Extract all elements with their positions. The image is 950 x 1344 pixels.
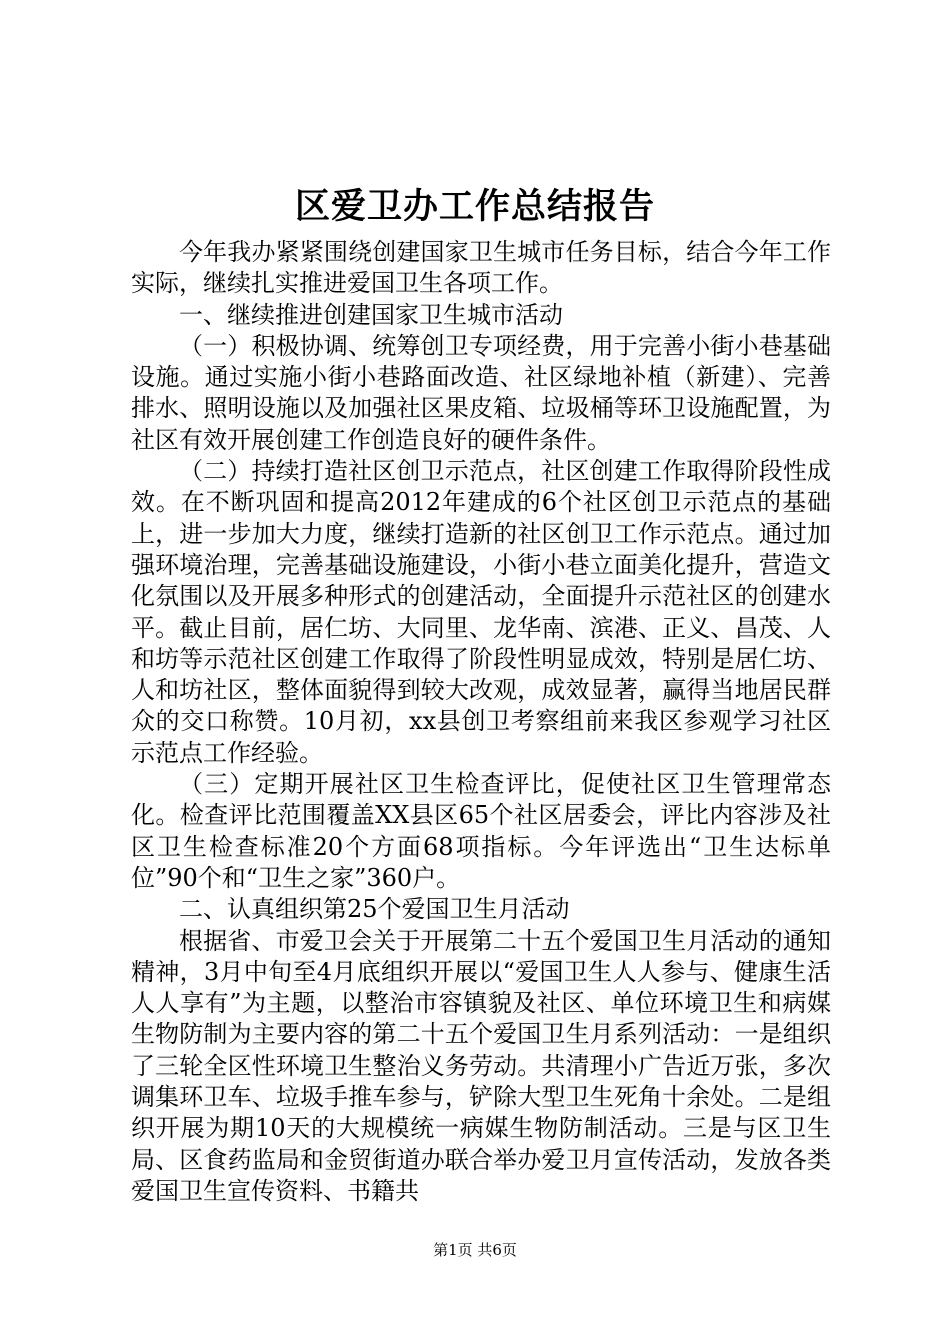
body-paragraph: （一）积极协调、统筹创卫专项经费，用于完善小街小巷基础设施。通过实施小街小巷路面改造、社区绿地补植（新建）、完善排水、照明设施以及加强社区果皮箱、垃圾桶等环卫设施配置，为社区有效开展创建工作创造良好的硬件条件。 bbox=[131, 331, 831, 454]
section-heading-1: 一、继续推进创建国家卫生城市活动 bbox=[179, 300, 563, 329]
body-paragraph: 根据省、市爱卫会关于开展第二十五个爱国卫生月活动的通知精神，3月中旬至4月底组织开展以“爱国卫生人人参与、健康生活人人享有”为主题，以整治市容镇貌及社区、单位环境卫生和病媒生物防制为主要内容的第二十五个爱国卫生月系列活动：一是组织了三轮全区性环境卫生整治义务劳动。共清理小广告近万张，多次调集环卫车、垃圾手推车参与，铲除大型卫生死角十余处。二是组织开展为期10天的大规模统一病媒生物防制活动。三是与区卫生局、区食药监局和金贸街道办联合举办爱卫月宣传活动，发放各类爱国卫生宣传资料、书籍共 bbox=[131, 926, 831, 1205]
page-footer: 第1页 共6页 bbox=[433, 1241, 517, 1259]
intro-paragraph: 今年我办紧紧围绕创建国家卫生城市任务目标，结合今年工作实际，继续扎实推进爱国卫生各项工作。 bbox=[131, 238, 831, 298]
body-paragraph: （二）持续打造社区创卫示范点，社区创建工作取得阶段性成效。在不断巩固和提高2012年建成的6个社区创卫示范点的基础上，进一步加大力度，继续打造新的社区创卫工作示范点。通过加强环境治理，完善基础设施建设，小街小巷立面美化提升，营造文化氛围以及开展多种形式的创建活动，全面提升示范社区的创建水平。截止目前，居仁坊、大同里、龙华南、滨港、正义、昌茂、人和坊等示范社区创建工作取得了阶段性明显成效，特别是居仁坊、人和坊社区，整体面貌得到较大改观，成效显著，赢得当地居民群众的交口称赞。10月初，xx县创卫考察组前来我区参观学习社区示范点工作经验。 bbox=[131, 457, 831, 767]
body-paragraph: （三）定期开展社区卫生检查评比，促使社区卫生管理常态化。检查评比范围覆盖XX县区65个社区居委会，评比内容涉及社区卫生检查标准20个方面68项指标。今年评选出“卫生达标单位”90个和“卫生之家”360户。 bbox=[131, 770, 831, 892]
document-body bbox=[131, 237, 831, 1207]
document-title: 区爱卫办工作总结报告 bbox=[294, 186, 655, 227]
section-heading-2: 二、认真组织第25个爱国卫生月活动 bbox=[179, 895, 570, 924]
